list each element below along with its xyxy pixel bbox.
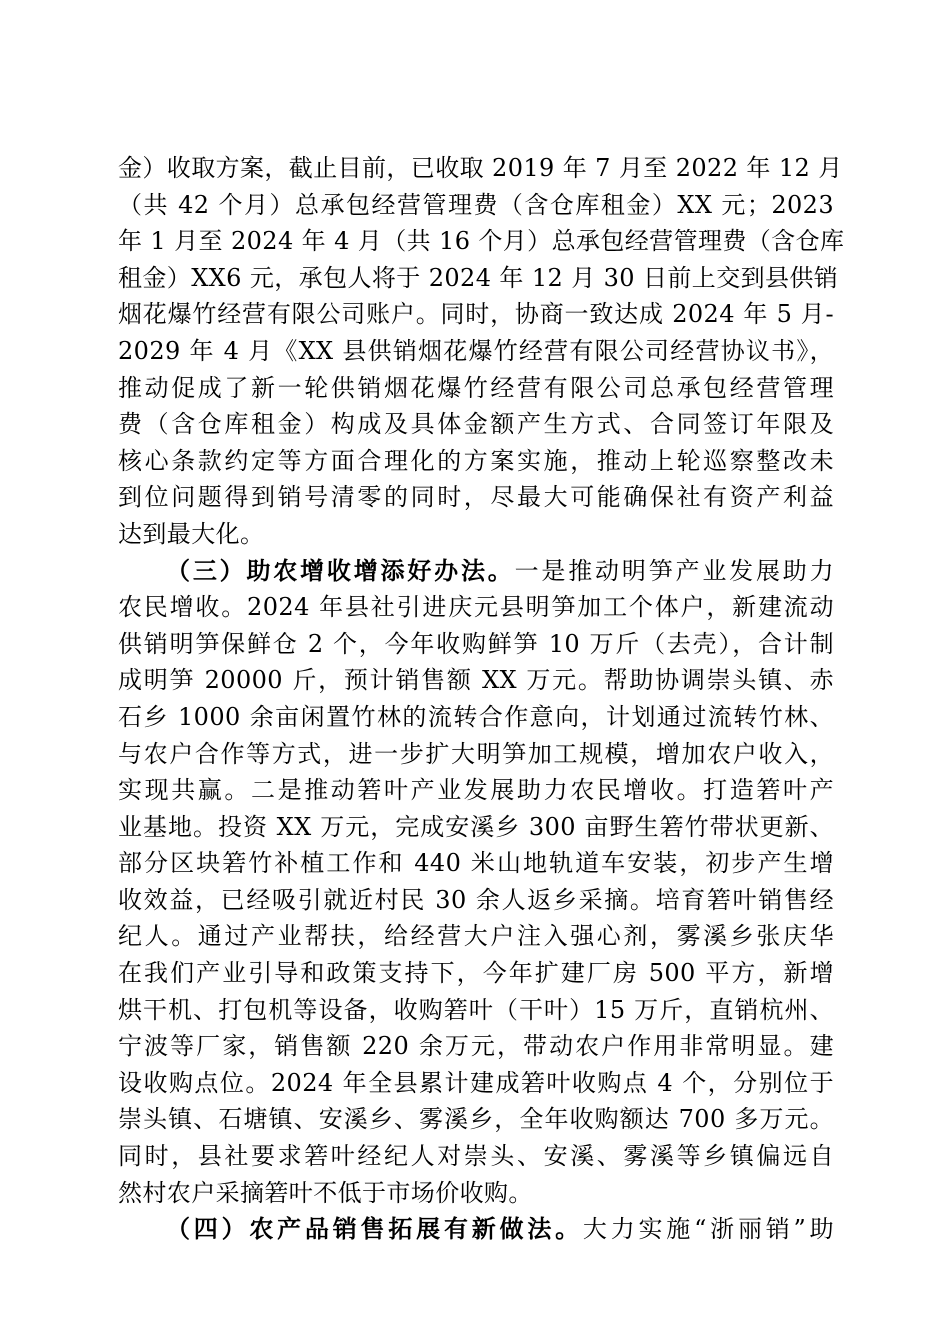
paragraph-line: 推动促成了新一轮供销烟花爆竹经营有限公司总承包经营管理 xyxy=(118,373,834,402)
paragraph-line: 与农户合作等方式，进一步扩大明笋加工规模，增加农户收入， xyxy=(118,739,834,768)
paragraph-line: 石乡 1000 余亩闲置竹林的流转合作意向，计划通过流转竹林、 xyxy=(118,702,834,731)
paragraph-line: 然村农户采摘箬叶不低于市场价收购。 xyxy=(118,1178,533,1207)
paragraph-line: 成明笋 20000 斤，预计销售额 XX 万元。帮助协调崇头镇、赤 xyxy=(118,666,834,695)
paragraph-line: 烘干机、打包机等设备，收购箬叶（干叶）15 万斤，直销杭州、 xyxy=(118,995,834,1024)
section-3-heading: （三）助农增收增添好办法。 xyxy=(166,555,515,585)
paragraph-line: 供销明笋保鲜仓 2 个，今年收购鲜笋 10 万斤（去壳），合计制 xyxy=(118,629,834,658)
paragraph-line: 核心条款约定等方面合理化的方案实施，推动上轮巡察整改未 xyxy=(118,446,834,475)
section-3-first-line-text: 一是推动明笋产业发展助力 xyxy=(514,556,834,585)
paragraph-line: 租金）XX6 元，承包人将于 2024 年 12 月 30 日前上交到县供销 xyxy=(118,263,839,292)
paragraph-line: 农民增收。2024 年县社引进庆元县明笋加工个体户，新建流动 xyxy=(118,593,834,622)
paragraph-line: 收效益，已经吸引就近村民 30 余人返乡采摘。培育箬叶销售经 xyxy=(118,885,834,914)
paragraph-line: 费（含仓库租金）构成及具体金额产生方式、合同签订年限及 xyxy=(118,410,834,439)
paragraph-line: 年 1 月至 2024 年 4 月（共 16 个月）总承包经营管理费（含仓库 xyxy=(118,227,845,256)
paragraph-line: 宁波等厂家，销售额 220 余万元，带动农户作用非常明显。建 xyxy=(118,1032,834,1061)
paragraph-line: 实现共赢。二是推动箬叶产业发展助力农民增收。打造箬叶产 xyxy=(118,776,834,805)
paragraph-line: 业基地。投资 XX 万元，完成安溪乡 300 亩野生箬竹带状更新、 xyxy=(118,812,834,841)
paragraph-line: 纪人。通过产业帮扶，给经营大户注入强心剂，雾溪乡张庆华 xyxy=(118,922,834,951)
section-3-first-line xyxy=(118,553,834,590)
section-4-first-line-text: 大力实施“浙丽销”助 xyxy=(582,1215,835,1244)
paragraph-line: 达到最大化。 xyxy=(118,519,265,548)
paragraph-line: 设收购点位。2024 年全县累计建成箬叶收购点 4 个，分别位于 xyxy=(118,1068,834,1097)
section-4-heading: （四）农产品销售拓展有新做法。 xyxy=(166,1214,583,1244)
document-body xyxy=(118,150,845,1248)
paragraph-line: 金）收取方案，截止目前，已收取 2019 年 7 月至 2022 年 12 月 xyxy=(118,154,843,182)
section-4-first-line xyxy=(118,1211,834,1248)
paragraph-line: 2029 年 4 月《XX 县供销烟花爆竹经营有限公司经营协议书》， xyxy=(118,336,834,365)
paragraph-line: 在我们产业引导和政策支持下，今年扩建厂房 500 平方，新增 xyxy=(118,959,834,988)
paragraph-line: 部分区块箬竹补植工作和 440 米山地轨道车安装，初步产生增 xyxy=(118,849,834,878)
paragraph-line: 同时，县社要求箬叶经纪人对崇头、安溪、雾溪等乡镇偏远自 xyxy=(118,1142,834,1171)
paragraph-line: 崇头镇、石塘镇、安溪乡、雾溪乡，全年收购额达 700 多万元。 xyxy=(118,1105,834,1134)
paragraph-line: 到位问题得到销号清零的同时，尽最大可能确保社有资产利益 xyxy=(118,483,834,512)
paragraph-line: （共 42 个月）总承包经营管理费（含仓库租金）XX 元；2023 xyxy=(118,190,834,219)
paragraph-line: 烟花爆竹经营有限公司账户。同时，协商一致达成 2024 年 5 月- xyxy=(118,300,834,329)
